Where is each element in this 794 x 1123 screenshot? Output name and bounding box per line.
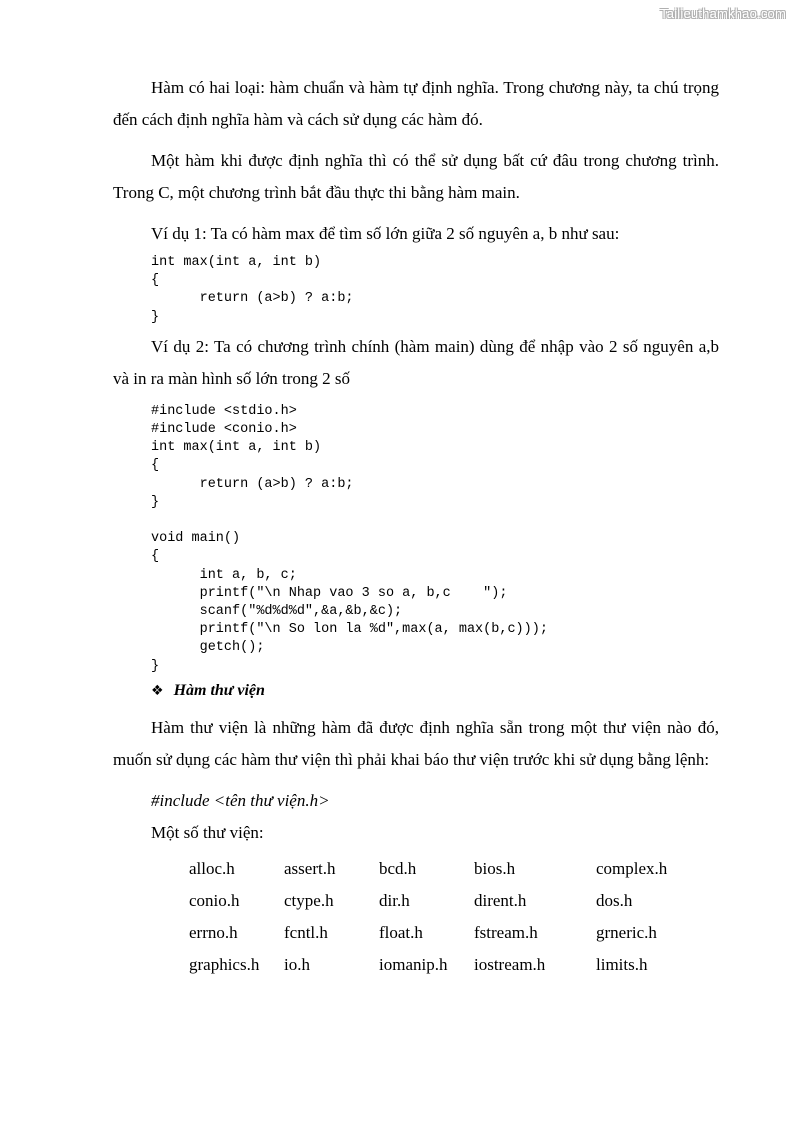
example-2-intro: Ví dụ 2: Ta có chương trình chính (hàm main) dùng để nhập vào 2 số nguyên a,b và in ra màn hình số lớn trong 2 số (113, 336, 719, 388)
include-directive: #include <tên thư viện.h> (151, 790, 330, 810)
paragraph-library-functions: Hàm thư viện là những hàm đã được định nghĩa sẵn trong một thư viện nào đó, muốn sử dụng các hàm thư viện thì phải khai báo thư viện trước khi sử dụng bằng lệnh: (113, 717, 719, 769)
library-name: dirent.h (474, 890, 527, 910)
library-name: dir.h (379, 890, 410, 910)
library-name: fstream.h (474, 922, 538, 942)
library-name: complex.h (596, 858, 668, 878)
library-row (189, 949, 667, 981)
library-name: grneric.h (596, 922, 657, 942)
library-name: io.h (284, 954, 310, 974)
document-page (113, 72, 719, 981)
library-name: iomanip.h (379, 954, 448, 974)
library-name: assert.h (284, 858, 336, 878)
paragraph-function-types: Hàm có hai loại: hàm chuẩn và hàm tự định nghĩa. Trong chương này, ta chú trọng đến cách định nghĩa hàm và cách sử dụng các hàm đó. (113, 78, 719, 129)
watermark: Tailieuthamkhao.com (660, 6, 786, 21)
library-name: graphics.h (189, 954, 260, 974)
paragraph-function-usage: Một hàm khi được định nghĩa thì có thể sử dụng bất cứ đâu trong chương trình. Trong C, một chương trình bắt đầu thực thi bằng hàm main. (113, 151, 719, 202)
libraries-intro: Một số thư viện: (151, 822, 264, 842)
library-name: bcd.h (379, 858, 417, 878)
example-2-code: #include <stdio.h> #include <conio.h> int max(int a, int b) { return (a>b) ? a:b; } void main() { int a, b, c; printf("\n Nhap vao 3 so a, b,c "); scanf("%d%d%d",&a,&b,&c); printf("\n So lon la %d",max(a, max(b,c))); getch(); } (151, 403, 548, 674)
library-name: errno.h (189, 922, 238, 942)
library-list (189, 853, 667, 981)
diamond-bullet-icon: ❖ (151, 682, 164, 699)
example-1-code: int max(int a, int b) { return (a>b) ? a:b; } (151, 255, 354, 325)
library-name: float.h (379, 922, 423, 942)
library-row (189, 853, 667, 885)
section-heading-text: Hàm thư viện (173, 681, 265, 699)
section-heading-library-functions (151, 680, 719, 702)
library-name: fcntl.h (284, 922, 328, 942)
library-name: alloc.h (189, 858, 235, 878)
library-name: limits.h (596, 954, 648, 974)
library-name: bios.h (474, 858, 516, 878)
library-name: conio.h (189, 890, 240, 910)
library-name: iostream.h (474, 954, 546, 974)
library-row (189, 885, 667, 917)
library-name: dos.h (596, 890, 633, 910)
example-1-intro: Ví dụ 1: Ta có hàm max để tìm số lớn giữa 2 số nguyên a, b như sau: (151, 224, 620, 243)
library-name: ctype.h (284, 890, 334, 910)
library-row (189, 917, 667, 949)
